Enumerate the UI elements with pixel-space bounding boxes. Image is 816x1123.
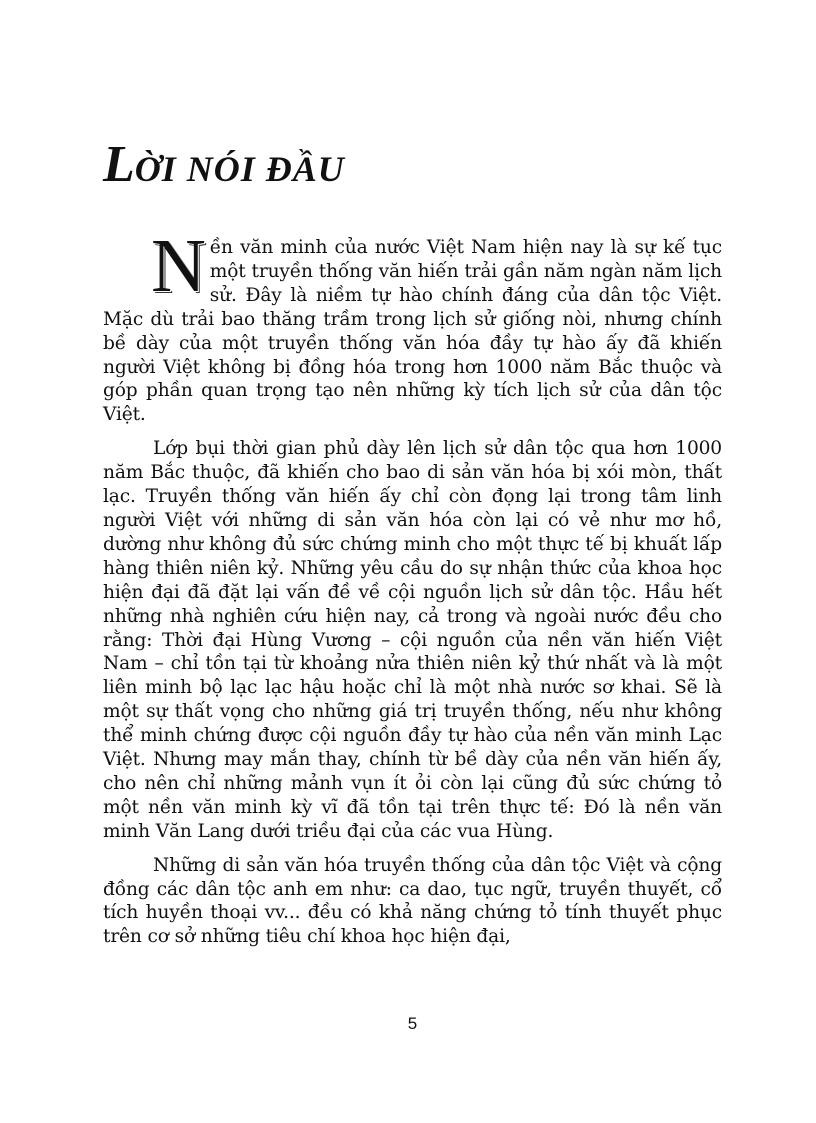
- body-text: [103, 224, 722, 959]
- paragraph-1: [103, 224, 722, 427]
- chapter-title: [103, 136, 345, 194]
- page-number: 5: [407, 1014, 418, 1033]
- paragraph-3: Những di sản văn hóa truyền thống của dân tộc Việt và cộng đồng các dân tộc anh em như: ca dao, tục ngữ, truyền thuyết, cổ tích huyền thoại vv... đều có khả năng chứng tỏ tính thuyết phục trên cơ sở những tiêu chí khoa học hiện đại,: [103, 854, 722, 948]
- paragraph-2: Lớp bụi thời gian phủ dày lên lịch sử dân tộc qua hơn 1000 năm Bắc thuộc, đã khiến cho bao di sản văn hóa bị xói mòn, thất lạc. Truyền thống văn hiến ấy chỉ còn đọng lại trong tâm linh người Việt với những di sản văn hóa còn lại có vẻ như mơ hồ, dường như không đủ sức chứng minh cho một thực tế bị khuất lấp hàng thiên niên kỷ. Những yêu cầu do sự nhận thức của khoa học hiện đại đã đặt lại vấn đề về cội nguồn lịch sử dân tộc. Hầu hết những nhà nghiên cứu hiện nay, cả trong và ngoài nước đều cho rằng: Thời đại Hùng Vương – cội nguồn của nền văn hiến Việt Nam – chỉ tồn tại từ khoảng nửa thiên niên kỷ thứ nhất và là một liên minh bộ lạc lạc hậu hoặc chỉ là một nhà nước sơ khai. Sẽ là một sự thất vọng cho những giá trị truyền thống, nếu như không thể minh chứng được cội nguồn đầy tự hào của nền văn minh Lạc Việt. Nhưng may mắn thay, chính từ bề dày của nền văn hiến ấy, cho nên chỉ những mảnh vụn ít ỏi còn lại cũng đủ sức chứng tỏ một nền văn minh kỳ vĩ đã tồn tại trên thực tế: Đó là nền văn minh Văn Lang dưới triều đại của các vua Hùng.: [103, 438, 722, 842]
- drop-cap: N: [151, 224, 206, 308]
- chapter-title-initial: L: [103, 136, 135, 193]
- chapter-title-rest: ỜI NÓI ĐẦU: [134, 149, 345, 189]
- book-page: [103, 0, 722, 1123]
- paragraph-1-text: ền văn minh của nước Việt Nam hiện nay là sự kế tục một truyền thống văn hiến trải gần năm ngàn năm lịch sử. Đây là niềm tự hào chính đáng của dân tộc Việt. Mặc dù trải bao thăng trầm trong lịch sử giống nòi, nhưng chính bề dày của một truyền thống văn hóa đầy tự hào ấy đã khiến người Việt không bị đồng hóa trong hơn 1000 năm Bắc thuộc và góp phần quan trọng tạo nên những kỳ tích lịch sử của dân tộc Việt.: [103, 237, 722, 426]
